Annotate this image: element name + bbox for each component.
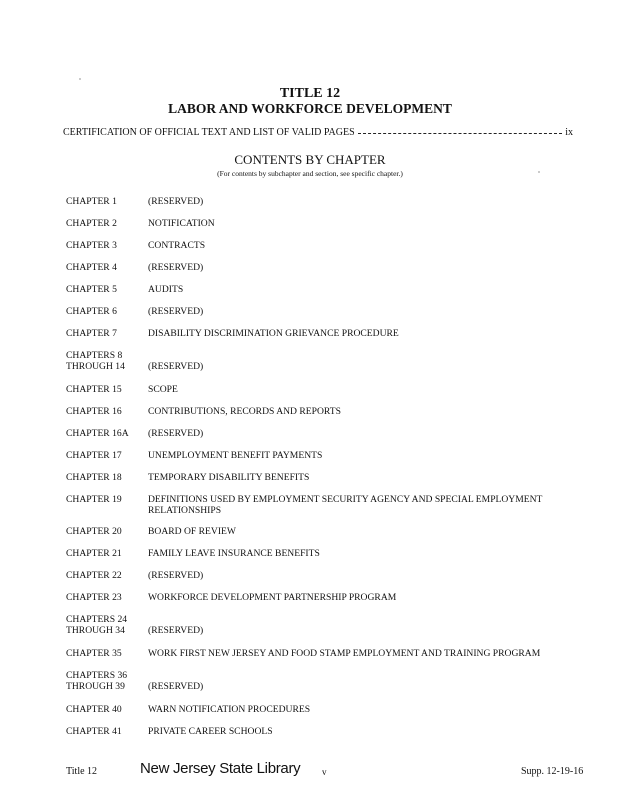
chapter-number: CHAPTER 2 (66, 218, 117, 229)
chapter-number: CHAPTER 22 (66, 570, 122, 581)
chapter-title: WARN NOTIFICATION PROCEDURES (148, 704, 311, 715)
chapter-title: CONTRACTS (148, 240, 206, 251)
footer-supplement-date: Supp. 12-19-16 (521, 766, 584, 777)
chapter-title: (RESERVED) (148, 361, 204, 372)
chapter-title: SCOPE (148, 384, 178, 395)
chapter-number: CHAPTER 19 (66, 494, 122, 505)
chapter-number: CHAPTER 41 (66, 726, 122, 737)
chapter-title: (RESERVED) (148, 262, 204, 273)
chapter-title: (RESERVED) (148, 681, 204, 692)
chapter-number: CHAPTER 21 (66, 548, 122, 559)
footer-page-number: v (322, 767, 327, 777)
chapter-title: WORKFORCE DEVELOPMENT PARTNERSHIP PROGRAM (148, 592, 397, 603)
chapter-title: DEFINITIONS USED BY EMPLOYMENT SECURITY AGENCY AND SPECIAL EMPLOYMENT RELATIONSHIPS (148, 494, 543, 516)
chapter-number: CHAPTERS 36 THROUGH 39 (66, 670, 128, 692)
document-title: TITLE 12 (279, 86, 341, 101)
chapter-title: WORK FIRST NEW JERSEY AND FOOD STAMP EMPLOYMENT AND TRAINING PROGRAM (148, 648, 541, 659)
chapter-title: BOARD OF REVIEW (148, 526, 236, 537)
chapter-number: CHAPTER 20 (66, 526, 122, 537)
chapter-number: CHAPTER 1 (66, 196, 117, 207)
certification-page-ref: ix (565, 127, 573, 138)
chapter-title: NOTIFICATION (148, 218, 215, 229)
chapter-number: CHAPTER 16A (66, 428, 129, 439)
chapter-title: TEMPORARY DISABILITY BENEFITS (148, 472, 310, 483)
certification-text: CERTIFICATION OF OFFICIAL TEXT AND LIST OF VALID PAGES (63, 127, 355, 138)
chapter-number: CHAPTERS 8 THROUGH 14 (66, 350, 125, 372)
certification-line (63, 126, 573, 138)
chapter-number: CHAPTER 6 (66, 306, 117, 317)
chapter-number: CHAPTER 15 (66, 384, 122, 395)
chapter-number: CHAPTER 5 (66, 284, 117, 295)
chapter-number: CHAPTER 17 (66, 450, 122, 461)
chapter-number: CHAPTER 23 (66, 592, 122, 603)
chapter-title: (RESERVED) (148, 625, 204, 636)
contents-note: (For contents by subchapter and section, see specific chapter.) (217, 169, 403, 178)
chapter-number: CHAPTERS 24 THROUGH 34 (66, 614, 128, 636)
chapter-title: (RESERVED) (148, 306, 204, 317)
scan-speck (79, 78, 81, 80)
chapter-title: CONTRIBUTIONS, RECORDS AND REPORTS (148, 406, 341, 417)
library-stamp: New Jersey State Library (140, 760, 301, 777)
footer-title: Title 12 (66, 766, 98, 777)
chapter-number: CHAPTER 16 (66, 406, 122, 417)
document-subtitle: LABOR AND WORKFORCE DEVELOPMENT (168, 101, 452, 116)
chapter-title: AUDITS (148, 284, 184, 295)
contents-heading: CONTENTS BY CHAPTER (234, 152, 386, 167)
chapter-title: UNEMPLOYMENT BENEFIT PAYMENTS (148, 450, 323, 461)
dot-leader (358, 125, 563, 134)
chapter-title: PRIVATE CAREER SCHOOLS (148, 726, 273, 737)
chapter-title: (RESERVED) (148, 428, 204, 439)
chapter-title: (RESERVED) (148, 570, 204, 581)
chapter-title: FAMILY LEAVE INSURANCE BENEFITS (148, 548, 320, 559)
chapter-number: CHAPTER 7 (66, 328, 117, 339)
chapter-number: CHAPTER 3 (66, 240, 117, 251)
chapter-title: DISABILITY DISCRIMINATION GRIEVANCE PROCEDURE (148, 328, 399, 339)
chapter-number: CHAPTER 35 (66, 648, 122, 659)
chapter-title: (RESERVED) (148, 196, 204, 207)
chapter-number: CHAPTER 4 (66, 262, 117, 273)
chapter-number: CHAPTER 18 (66, 472, 122, 483)
chapter-number: CHAPTER 40 (66, 704, 122, 715)
